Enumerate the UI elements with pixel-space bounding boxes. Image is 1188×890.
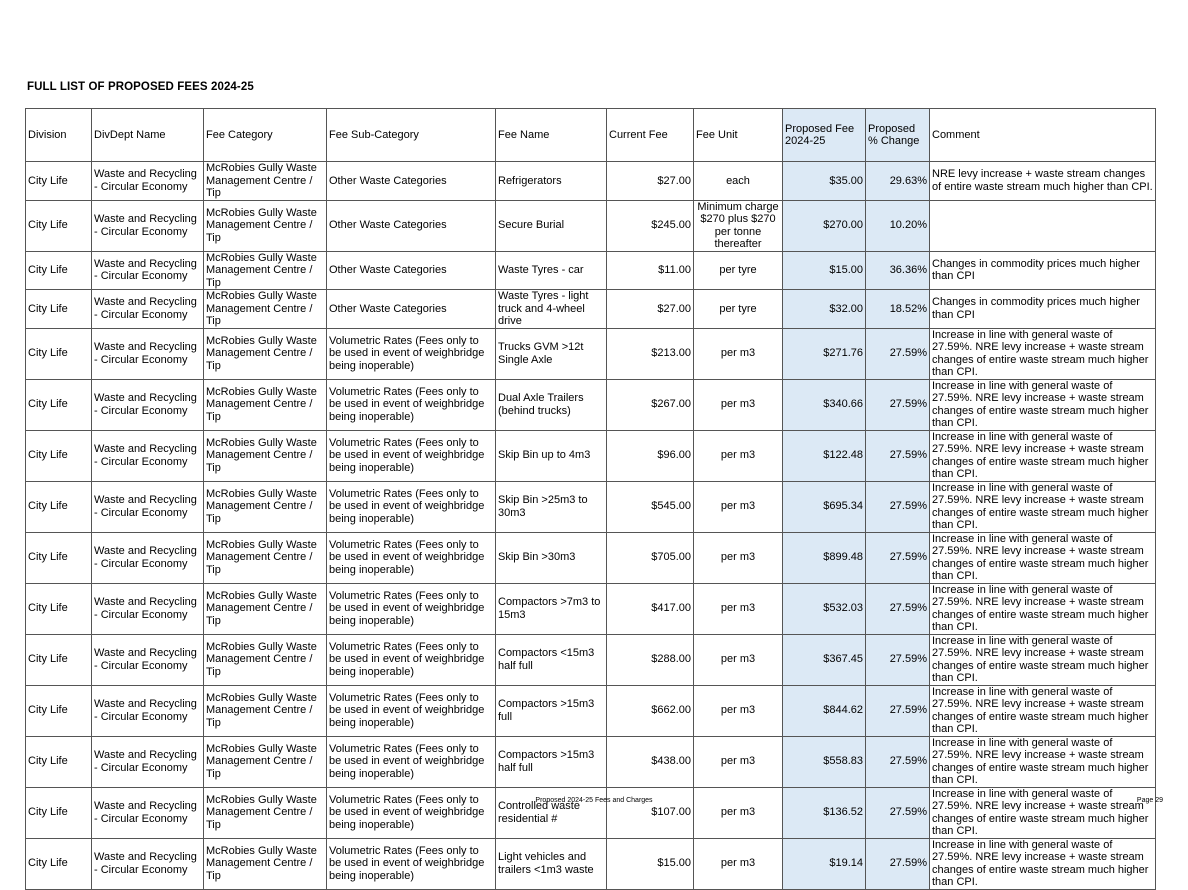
header-percent-change: Proposed % Change xyxy=(866,109,930,162)
cell-current-fee: $27.00 xyxy=(607,162,694,201)
cell-percent-change: 27.59% xyxy=(866,430,930,481)
cell-percent-change: 27.59% xyxy=(866,583,930,634)
cell-fee-subcategory: Volumetric Rates (Fees only to be used in event of weighbridge being inoperable) xyxy=(327,838,496,889)
cell-percent-change: 27.59% xyxy=(866,532,930,583)
cell-division: City Life xyxy=(26,328,92,379)
cell-divdept: Waste and Recycling - Circular Economy xyxy=(92,162,204,201)
cell-divdept: Waste and Recycling - Circular Economy xyxy=(92,430,204,481)
cell-fee-subcategory: Volumetric Rates (Fees only to be used in event of weighbridge being inoperable) xyxy=(327,328,496,379)
cell-division: City Life xyxy=(26,290,92,329)
cell-proposed-fee: $367.45 xyxy=(783,634,866,685)
cell-current-fee: $705.00 xyxy=(607,532,694,583)
cell-fee-name: Waste Tyres - car xyxy=(496,251,607,290)
cell-proposed-fee: $271.76 xyxy=(783,328,866,379)
cell-fee-subcategory: Volumetric Rates (Fees only to be used in event of weighbridge being inoperable) xyxy=(327,736,496,787)
header-fee-unit: Fee Unit xyxy=(694,109,783,162)
cell-percent-change: 27.59% xyxy=(866,328,930,379)
cell-current-fee: $96.00 xyxy=(607,430,694,481)
cell-fee-name: Dual Axle Trailers (behind trucks) xyxy=(496,379,607,430)
cell-comment: Changes in commodity prices much higher than CPI xyxy=(930,290,1156,329)
cell-current-fee: $267.00 xyxy=(607,379,694,430)
cell-percent-change: 36.36% xyxy=(866,251,930,290)
cell-division: City Life xyxy=(26,162,92,201)
cell-current-fee: $288.00 xyxy=(607,634,694,685)
cell-fee-subcategory: Volumetric Rates (Fees only to be used in event of weighbridge being inoperable) xyxy=(327,532,496,583)
cell-fee-category: McRobies Gully Waste Management Centre / Tip xyxy=(204,200,327,251)
cell-divdept: Waste and Recycling - Circular Economy xyxy=(92,251,204,290)
cell-comment: Increase in line with general waste of 27.59%. NRE levy increase + waste stream changes of entire waste stream much higher than CPI. xyxy=(930,532,1156,583)
cell-fee-unit: per m3 xyxy=(694,328,783,379)
footer-title: Proposed 2024-25 Fees and Charges xyxy=(535,797,653,804)
table-row xyxy=(26,838,1156,889)
cell-division: City Life xyxy=(26,583,92,634)
cell-proposed-fee: $899.48 xyxy=(783,532,866,583)
cell-division: City Life xyxy=(26,481,92,532)
cell-fee-unit: per m3 xyxy=(694,430,783,481)
cell-fee-name: Secure Burial xyxy=(496,200,607,251)
cell-current-fee: $213.00 xyxy=(607,328,694,379)
cell-division: City Life xyxy=(26,379,92,430)
cell-fee-unit: per m3 xyxy=(694,379,783,430)
cell-percent-change: 18.52% xyxy=(866,290,930,329)
cell-percent-change: 27.59% xyxy=(866,634,930,685)
cell-proposed-fee: $19.14 xyxy=(783,838,866,889)
cell-division: City Life xyxy=(26,736,92,787)
header-row xyxy=(26,109,1156,162)
cell-comment: Increase in line with general waste of 27.59%. NRE levy increase + waste stream changes of entire waste stream much higher than CPI. xyxy=(930,838,1156,889)
cell-fee-category: McRobies Gully Waste Management Centre / Tip xyxy=(204,379,327,430)
cell-fee-unit: per m3 xyxy=(694,736,783,787)
cell-fee-name: Controlled waste residential # xyxy=(496,787,607,838)
table-row xyxy=(26,328,1156,379)
cell-percent-change: 27.59% xyxy=(866,736,930,787)
cell-divdept: Waste and Recycling - Circular Economy xyxy=(92,685,204,736)
cell-comment: NRE levy increase + waste stream changes of entire waste stream much higher than CPI. xyxy=(930,162,1156,201)
cell-proposed-fee: $844.62 xyxy=(783,685,866,736)
cell-fee-subcategory: Volumetric Rates (Fees only to be used in event of weighbridge being inoperable) xyxy=(327,787,496,838)
cell-divdept: Waste and Recycling - Circular Economy xyxy=(92,736,204,787)
table-row xyxy=(26,481,1156,532)
cell-percent-change: 27.59% xyxy=(866,787,930,838)
table-row xyxy=(26,379,1156,430)
cell-fee-name: Refrigerators xyxy=(496,162,607,201)
cell-comment: Increase in line with general waste of 27.59%. NRE levy increase + waste stream changes of entire waste stream much higher than CPI. xyxy=(930,634,1156,685)
cell-fee-unit: Minimum charge $270 plus $270 per tonne thereafter xyxy=(694,200,783,251)
cell-current-fee: $107.00 xyxy=(607,787,694,838)
cell-current-fee: $438.00 xyxy=(607,736,694,787)
cell-proposed-fee: $532.03 xyxy=(783,583,866,634)
cell-comment: Increase in line with general waste of 27.59%. NRE levy increase + waste stream changes of entire waste stream much higher than CPI. xyxy=(930,685,1156,736)
cell-fee-name: Light vehicles and trailers <1m3 waste xyxy=(496,838,607,889)
cell-comment xyxy=(930,200,1156,251)
cell-divdept: Waste and Recycling - Circular Economy xyxy=(92,481,204,532)
cell-fee-unit: each xyxy=(694,162,783,201)
cell-division: City Life xyxy=(26,634,92,685)
cell-fee-unit: per m3 xyxy=(694,685,783,736)
cell-fee-name: Compactors <15m3 half full xyxy=(496,634,607,685)
table-row xyxy=(26,290,1156,329)
cell-fee-unit: per m3 xyxy=(694,481,783,532)
cell-fee-category: McRobies Gully Waste Management Centre / Tip xyxy=(204,328,327,379)
cell-current-fee: $545.00 xyxy=(607,481,694,532)
table-row xyxy=(26,532,1156,583)
page-number: Page 29 xyxy=(1136,797,1163,804)
cell-percent-change: 27.59% xyxy=(866,685,930,736)
cell-fee-subcategory: Volumetric Rates (Fees only to be used in event of weighbridge being inoperable) xyxy=(327,685,496,736)
cell-divdept: Waste and Recycling - Circular Economy xyxy=(92,200,204,251)
table-row xyxy=(26,787,1156,838)
cell-proposed-fee: $32.00 xyxy=(783,290,866,329)
cell-fee-subcategory: Other Waste Categories xyxy=(327,290,496,329)
cell-current-fee: $27.00 xyxy=(607,290,694,329)
cell-fee-unit: per tyre xyxy=(694,251,783,290)
cell-current-fee: $417.00 xyxy=(607,583,694,634)
cell-fee-subcategory: Volumetric Rates (Fees only to be used in event of weighbridge being inoperable) xyxy=(327,583,496,634)
cell-fee-name: Skip Bin >25m3 to 30m3 xyxy=(496,481,607,532)
cell-divdept: Waste and Recycling - Circular Economy xyxy=(92,787,204,838)
cell-divdept: Waste and Recycling - Circular Economy xyxy=(92,379,204,430)
page-title: FULL LIST OF PROPOSED FEES 2024-25 xyxy=(27,81,254,93)
cell-current-fee: $662.00 xyxy=(607,685,694,736)
cell-fee-unit: per m3 xyxy=(694,634,783,685)
cell-fee-unit: per m3 xyxy=(694,838,783,889)
cell-division: City Life xyxy=(26,251,92,290)
cell-fee-name: Skip Bin >30m3 xyxy=(496,532,607,583)
cell-fee-category: McRobies Gully Waste Management Centre / Tip xyxy=(204,162,327,201)
cell-fee-subcategory: Volumetric Rates (Fees only to be used in event of weighbridge being inoperable) xyxy=(327,430,496,481)
cell-fee-name: Compactors >7m3 to 15m3 xyxy=(496,583,607,634)
table-row xyxy=(26,200,1156,251)
cell-percent-change: 27.59% xyxy=(866,379,930,430)
cell-division: City Life xyxy=(26,685,92,736)
table-row xyxy=(26,430,1156,481)
cell-fee-category: McRobies Gully Waste Management Centre / Tip xyxy=(204,838,327,889)
header-division: Division xyxy=(26,109,92,162)
cell-fee-name: Compactors >15m3 half full xyxy=(496,736,607,787)
cell-fee-unit: per m3 xyxy=(694,532,783,583)
cell-fee-category: McRobies Gully Waste Management Centre / Tip xyxy=(204,251,327,290)
cell-divdept: Waste and Recycling - Circular Economy xyxy=(92,328,204,379)
cell-percent-change: 29.63% xyxy=(866,162,930,201)
cell-fee-category: McRobies Gully Waste Management Centre / Tip xyxy=(204,685,327,736)
cell-percent-change: 27.59% xyxy=(866,481,930,532)
cell-proposed-fee: $340.66 xyxy=(783,379,866,430)
cell-comment: Increase in line with general waste of 27.59%. NRE levy increase + waste stream changes of entire waste stream much higher than CPI. xyxy=(930,787,1156,838)
cell-percent-change: 10.20% xyxy=(866,200,930,251)
table-row xyxy=(26,583,1156,634)
cell-proposed-fee: $15.00 xyxy=(783,251,866,290)
cell-proposed-fee: $270.00 xyxy=(783,200,866,251)
cell-fee-subcategory: Other Waste Categories xyxy=(327,162,496,201)
cell-divdept: Waste and Recycling - Circular Economy xyxy=(92,532,204,583)
cell-divdept: Waste and Recycling - Circular Economy xyxy=(92,583,204,634)
table-row xyxy=(26,162,1156,201)
cell-fee-name: Trucks GVM >12t Single Axle xyxy=(496,328,607,379)
header-current-fee: Current Fee xyxy=(607,109,694,162)
cell-current-fee: $15.00 xyxy=(607,838,694,889)
cell-fee-name: Waste Tyres - light truck and 4-wheel drive xyxy=(496,290,607,329)
cell-fee-name: Skip Bin up to 4m3 xyxy=(496,430,607,481)
header-fee-category: Fee Category xyxy=(204,109,327,162)
cell-fee-category: McRobies Gully Waste Management Centre / Tip xyxy=(204,430,327,481)
cell-fee-category: McRobies Gully Waste Management Centre / Tip xyxy=(204,583,327,634)
table-row xyxy=(26,251,1156,290)
header-divdept: DivDept Name xyxy=(92,109,204,162)
cell-comment: Increase in line with general waste of 27.59%. NRE levy increase + waste stream changes of entire waste stream much higher than CPI. xyxy=(930,481,1156,532)
cell-proposed-fee: $136.52 xyxy=(783,787,866,838)
cell-fee-unit: per m3 xyxy=(694,583,783,634)
cell-proposed-fee: $122.48 xyxy=(783,430,866,481)
table-row xyxy=(26,634,1156,685)
cell-comment: Increase in line with general waste of 27.59%. NRE levy increase + waste stream changes of entire waste stream much higher than CPI. xyxy=(930,736,1156,787)
cell-current-fee: $245.00 xyxy=(607,200,694,251)
cell-fee-category: McRobies Gully Waste Management Centre / Tip xyxy=(204,634,327,685)
cell-fee-subcategory: Volumetric Rates (Fees only to be used in event of weighbridge being inoperable) xyxy=(327,634,496,685)
cell-fee-category: McRobies Gully Waste Management Centre / Tip xyxy=(204,787,327,838)
table-row xyxy=(26,685,1156,736)
fees-table xyxy=(25,108,1156,890)
cell-divdept: Waste and Recycling - Circular Economy xyxy=(92,290,204,329)
cell-fee-subcategory: Other Waste Categories xyxy=(327,200,496,251)
cell-comment: Increase in line with general waste of 27.59%. NRE levy increase + waste stream changes of entire waste stream much higher than CPI. xyxy=(930,379,1156,430)
table-row xyxy=(26,736,1156,787)
header-proposed-fee: Proposed Fee 2024-25 xyxy=(783,109,866,162)
cell-fee-category: McRobies Gully Waste Management Centre / Tip xyxy=(204,290,327,329)
cell-division: City Life xyxy=(26,532,92,583)
cell-comment: Changes in commodity prices much higher than CPI xyxy=(930,251,1156,290)
cell-comment: Increase in line with general waste of 27.59%. NRE levy increase + waste stream changes of entire waste stream much higher than CPI. xyxy=(930,328,1156,379)
cell-fee-name: Compactors >15m3 full xyxy=(496,685,607,736)
header-fee-subcategory: Fee Sub-Category xyxy=(327,109,496,162)
cell-fee-category: McRobies Gully Waste Management Centre / Tip xyxy=(204,481,327,532)
cell-proposed-fee: $695.34 xyxy=(783,481,866,532)
header-fee-name: Fee Name xyxy=(496,109,607,162)
cell-fee-subcategory: Volumetric Rates (Fees only to be used in event of weighbridge being inoperable) xyxy=(327,379,496,430)
cell-fee-subcategory: Volumetric Rates (Fees only to be used in event of weighbridge being inoperable) xyxy=(327,481,496,532)
cell-comment: Increase in line with general waste of 27.59%. NRE levy increase + waste stream changes of entire waste stream much higher than CPI. xyxy=(930,430,1156,481)
cell-percent-change: 27.59% xyxy=(866,838,930,889)
cell-current-fee: $11.00 xyxy=(607,251,694,290)
cell-fee-subcategory: Other Waste Categories xyxy=(327,251,496,290)
cell-division: City Life xyxy=(26,787,92,838)
cell-fee-category: McRobies Gully Waste Management Centre / Tip xyxy=(204,532,327,583)
header-comment: Comment xyxy=(930,109,1156,162)
cell-proposed-fee: $558.83 xyxy=(783,736,866,787)
cell-divdept: Waste and Recycling - Circular Economy xyxy=(92,634,204,685)
cell-division: City Life xyxy=(26,838,92,889)
cell-fee-unit: per tyre xyxy=(694,290,783,329)
cell-division: City Life xyxy=(26,200,92,251)
cell-fee-category: McRobies Gully Waste Management Centre / Tip xyxy=(204,736,327,787)
cell-comment: Increase in line with general waste of 27.59%. NRE levy increase + waste stream changes of entire waste stream much higher than CPI. xyxy=(930,583,1156,634)
cell-division: City Life xyxy=(26,430,92,481)
cell-divdept: Waste and Recycling - Circular Economy xyxy=(92,838,204,889)
cell-proposed-fee: $35.00 xyxy=(783,162,866,201)
cell-fee-unit: per m3 xyxy=(694,787,783,838)
